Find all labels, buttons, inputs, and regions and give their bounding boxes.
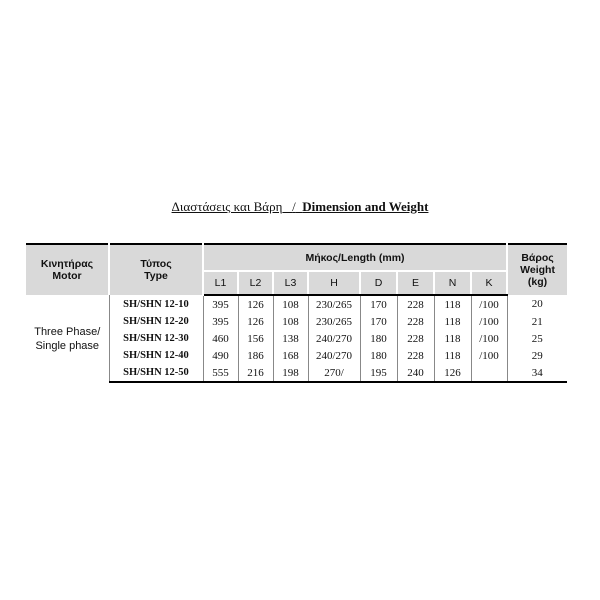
cell-l1: 395 <box>203 313 238 330</box>
cell-k: /100 <box>471 347 507 364</box>
cell-k <box>471 364 507 382</box>
header-col-l1: L1 <box>203 271 238 295</box>
cell-l2: 186 <box>238 347 273 364</box>
cell-n: 118 <box>434 313 471 330</box>
cell-n: 126 <box>434 364 471 382</box>
cell-l1: 395 <box>203 295 238 313</box>
cell-l1: 460 <box>203 330 238 347</box>
cell-d: 180 <box>360 330 397 347</box>
header-weight: Βάρος Weight (kg) <box>507 244 567 295</box>
header-col-d: D <box>360 271 397 295</box>
cell-weight: 21 <box>531 315 543 328</box>
type-cell: SH/SHN 12-50 <box>109 364 203 382</box>
cell-l1: 555 <box>203 364 238 382</box>
cell-h: 230/265 <box>308 295 360 313</box>
dimension-weight-table <box>26 243 567 383</box>
title-separator: / <box>292 199 296 214</box>
type-cell: SH/SHN 12-20 <box>109 313 203 330</box>
cell-l3: 168 <box>273 347 308 364</box>
cell-l2: 156 <box>238 330 273 347</box>
header-col-k: K <box>471 271 507 295</box>
cell-weight: 20 <box>531 298 543 310</box>
cell-e: 228 <box>397 330 434 347</box>
cell-n: 118 <box>434 330 471 347</box>
header-col-n: N <box>434 271 471 295</box>
header-col-l2: L2 <box>238 271 273 295</box>
cell-weight: 25 <box>531 332 543 345</box>
header-type: Τύπος Type <box>109 244 203 295</box>
title-english: Dimension and Weight <box>302 199 429 214</box>
cell-l1: 490 <box>203 347 238 364</box>
cell-h: 270/ <box>308 364 360 382</box>
cell-l2: 126 <box>238 295 273 313</box>
cell-e: 228 <box>397 313 434 330</box>
table-row <box>26 295 567 313</box>
document-title <box>0 199 600 215</box>
cell-h: 240/270 <box>308 330 360 347</box>
type-cell: SH/SHN 12-30 <box>109 330 203 347</box>
cell-l3: 108 <box>273 295 308 313</box>
cell-e: 240 <box>397 364 434 382</box>
header-length-group: Μήκος/Length (mm) <box>203 244 507 271</box>
header-motor: Κινητήρας Motor <box>26 244 109 295</box>
cell-d: 195 <box>360 364 397 382</box>
cell-h: 230/265 <box>308 313 360 330</box>
cell-e: 228 <box>397 347 434 364</box>
cell-weight: 34 <box>507 364 567 382</box>
cell-e: 228 <box>397 295 434 313</box>
header-col-e: E <box>397 271 434 295</box>
cell-l2: 216 <box>238 364 273 382</box>
cell-l2: 126 <box>238 313 273 330</box>
cell-k: /100 <box>471 295 507 313</box>
header-col-h: H <box>308 271 360 295</box>
cell-weight: 29 <box>531 349 543 362</box>
cell-l3: 108 <box>273 313 308 330</box>
cell-n: 118 <box>434 295 471 313</box>
cell-n: 118 <box>434 347 471 364</box>
cell-d: 170 <box>360 313 397 330</box>
header-col-l3: L3 <box>273 271 308 295</box>
cell-d: 170 <box>360 295 397 313</box>
cell-d: 180 <box>360 347 397 364</box>
cell-l3: 198 <box>273 364 308 382</box>
cell-k: /100 <box>471 313 507 330</box>
motor-cell: Three Phase/ Single phase <box>26 295 109 382</box>
cell-l3: 138 <box>273 330 308 347</box>
cell-h: 240/270 <box>308 347 360 364</box>
cell-k: /100 <box>471 330 507 347</box>
title-greek: Διαστάσεις και Βάρη <box>171 199 283 214</box>
type-cell: SH/SHN 12-40 <box>109 347 203 364</box>
type-cell: SH/SHN 12-10 <box>109 295 203 313</box>
